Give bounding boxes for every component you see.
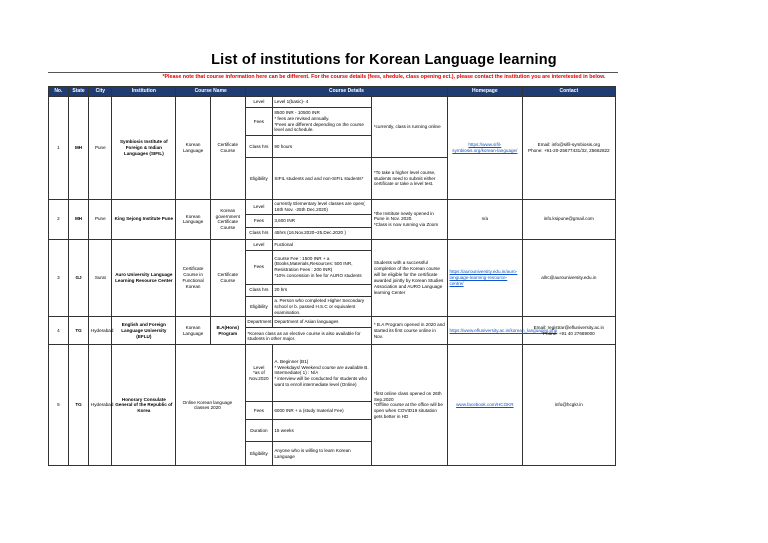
detail-label: Fees <box>245 214 272 227</box>
detail-value: 20 hrs <box>272 284 372 296</box>
detail-label: Eligibility <box>245 442 272 466</box>
detail-value: Anyone who is willing to learn Korean Language <box>272 442 372 466</box>
dept-note: *Korean class as an elective course is also available for students in other major. <box>245 328 371 345</box>
homepage-link[interactable] <box>448 345 523 466</box>
detail-value: a. Person who completed Higher Secondary school or b. passed H.S.C or equivalent examination. <box>272 296 372 317</box>
row-course-name: Online Korean language classes 2020 <box>176 345 245 466</box>
row-course-name: Certificate Course in Functional Korean <box>176 239 210 317</box>
table-row <box>49 200 616 215</box>
row-note: * B.A Program opened in 2020 and started its first course online in Nov. <box>372 317 448 345</box>
table-row <box>49 239 616 250</box>
detail-label: Class hrs <box>245 284 272 296</box>
header-contact: Contact <box>522 87 615 97</box>
row-no: 3 <box>49 239 69 317</box>
table-row <box>49 345 616 402</box>
homepage-link-text[interactable]: https://www.sifil-symbiosis.org/korean-language/ <box>452 142 518 153</box>
row-note: *the Institute newly opened in Pune in Nov. 2020. *Class is now running via Zoom <box>372 200 448 240</box>
detail-value: SIFIL students and and non-SIFIL students* <box>272 158 372 200</box>
detail-label: Fees <box>245 108 272 136</box>
detail-value: 15 weeks <box>272 420 372 442</box>
table-row <box>49 97 616 108</box>
row-course-type: Certificate Course <box>210 97 245 200</box>
table-row <box>49 317 616 328</box>
row-state: MH <box>68 97 89 200</box>
table-header-row <box>49 87 616 97</box>
row-city: Hyderabad <box>89 345 112 466</box>
row-note: *To take a higher level course, students need to submit either certificate or take a level test. <box>372 158 448 200</box>
homepage-link-text[interactable]: https://aurouniversity.edu.in/auro-language-learning-resource-centre/ <box>449 269 518 286</box>
row-course-type: Certificate Course <box>210 239 245 317</box>
row-course-type: Korean government Certificate Course <box>210 200 245 240</box>
homepage-link-text[interactable]: www.facebook.com/HCGKR <box>456 402 514 408</box>
homepage-link[interactable] <box>448 317 558 345</box>
row-course-type: B.A(Hons) Program <box>210 317 245 345</box>
detail-label: Eligibility <box>245 296 272 317</box>
row-contact: Email: info@sifil-symbiosis.org Phone: +91-20-25677431/32, 25662822 <box>522 97 615 200</box>
homepage-link[interactable] <box>448 97 523 200</box>
header-no: No. <box>49 87 69 97</box>
row-institution: Auro University Language Learning Resource Center <box>112 239 176 317</box>
notice-text: *Please note that course information here can be different. For the course details (fees, shedule, class opening ect.), please contact the institution you are interetested in below. <box>162 74 606 80</box>
header-course-details: Course Details <box>245 87 447 97</box>
row-no: 4 <box>49 317 69 345</box>
detail-value: 90 hours <box>272 136 372 158</box>
row-course-name: Korean Language <box>176 200 210 240</box>
detail-label: Duration <box>245 420 272 442</box>
row-city: Hyderabad <box>89 317 112 345</box>
detail-label: Level *as of Nov.2020 <box>245 345 272 402</box>
row-no: 1 <box>49 97 69 200</box>
row-contact: Email: registrar@efluniversity.ac.in Phone: +91 40 27689000 <box>522 317 615 345</box>
header-state: State <box>68 87 89 97</box>
detail-label: Level <box>245 97 272 108</box>
detail-label: Class hrs <box>245 136 272 158</box>
institutions-table <box>48 86 616 466</box>
header-institution: Institution <box>112 87 176 97</box>
row-course-name: Korean Language <box>176 97 210 200</box>
page-title: List of institutions for Korean Language learning <box>211 52 557 68</box>
detail-value: 8500 INR - 10500 INR * fees are revised annually. *Fees are different depending on the course level and schedule. <box>272 108 372 136</box>
row-institution: King Sejong Institute Pune <box>112 200 176 240</box>
header-city: City <box>89 87 112 97</box>
detail-label: Fees <box>245 402 272 420</box>
row-course-name: Korean Language <box>176 317 210 345</box>
detail-label: Level <box>245 239 272 250</box>
detail-value: Course Fee : 1500 INR + a (Books,Materials,Resources: 500 INR, Resistration Fees : 200 INR) *10% concession in fee for AURO students <box>272 250 372 284</box>
detail-value: 6000 INR + a (study material Fee) <box>272 402 372 420</box>
row-state: MH <box>68 200 89 240</box>
row-no: 5 <box>49 345 69 466</box>
row-state: TG <box>68 345 89 466</box>
detail-value: 3,600 INR <box>272 214 372 227</box>
row-contact: allrc@aurouniversity.edu.in <box>522 239 615 317</box>
homepage-text: n/a <box>448 200 523 240</box>
row-city: Pune <box>89 97 112 200</box>
row-contact: info.ksipune@gmail.com <box>522 200 615 240</box>
row-city: Pune <box>89 200 112 240</box>
header-course-name: Course Name <box>176 87 245 97</box>
row-contact: info@hcgkr.in <box>522 345 615 466</box>
detail-value: Fuctional <box>272 239 372 250</box>
detail-label: Eligibility <box>245 158 272 200</box>
detail-label: Fees <box>245 250 272 284</box>
row-state: TG <box>68 317 89 345</box>
detail-value: A. Beginner (B1) * Weekdays/ Weekend course are available B. Intermediate( 1) : N/A * interview will be conducted for students who want to enroll intermediate level (Online) <box>272 345 372 402</box>
row-note: *first online class opened on 26th Sep.2020 *Offline course at the office will be open when COVID19 situtation gets better in HD <box>372 345 448 466</box>
row-note: Students with a successful completion of the Korean course will be eligible for the certificate awarded jointly by Korean Studies Association and AURO Language learning Center <box>372 239 448 317</box>
detail-value: currently Elementary level classes are open( 16th Nov. -25th Dec.2020) <box>272 200 372 215</box>
detail-label: Class hrs <box>245 227 272 239</box>
row-state: GJ <box>68 239 89 317</box>
detail-label: Level <box>245 200 272 215</box>
header-homepage: Homepage <box>448 87 523 97</box>
row-institution: Honorary Consulate General of the Republic of Korea <box>112 345 176 466</box>
homepage-link-text[interactable]: https://www.efluniversity.ac.in/korean_languages.php <box>449 327 558 333</box>
row-institution: English and Foreign Language University (EFLU) <box>112 317 176 345</box>
detail-label: Department <box>245 317 272 328</box>
homepage-link[interactable] <box>448 239 523 317</box>
detail-value: Level 1(basic)- 4 <box>272 97 372 108</box>
row-institution: Symbiosis Institute of Foreign & Indian Languages (SIFIL) <box>112 97 176 200</box>
row-city: Surat <box>89 239 112 317</box>
title-divider <box>48 72 618 73</box>
row-no: 2 <box>49 200 69 240</box>
detail-value: Department of Asian languages <box>272 317 372 328</box>
row-note: *currently, class is running online <box>372 97 448 158</box>
detail-value: 45hrs (16.Nov.2020~25.Dec.2020 ) <box>272 227 372 239</box>
